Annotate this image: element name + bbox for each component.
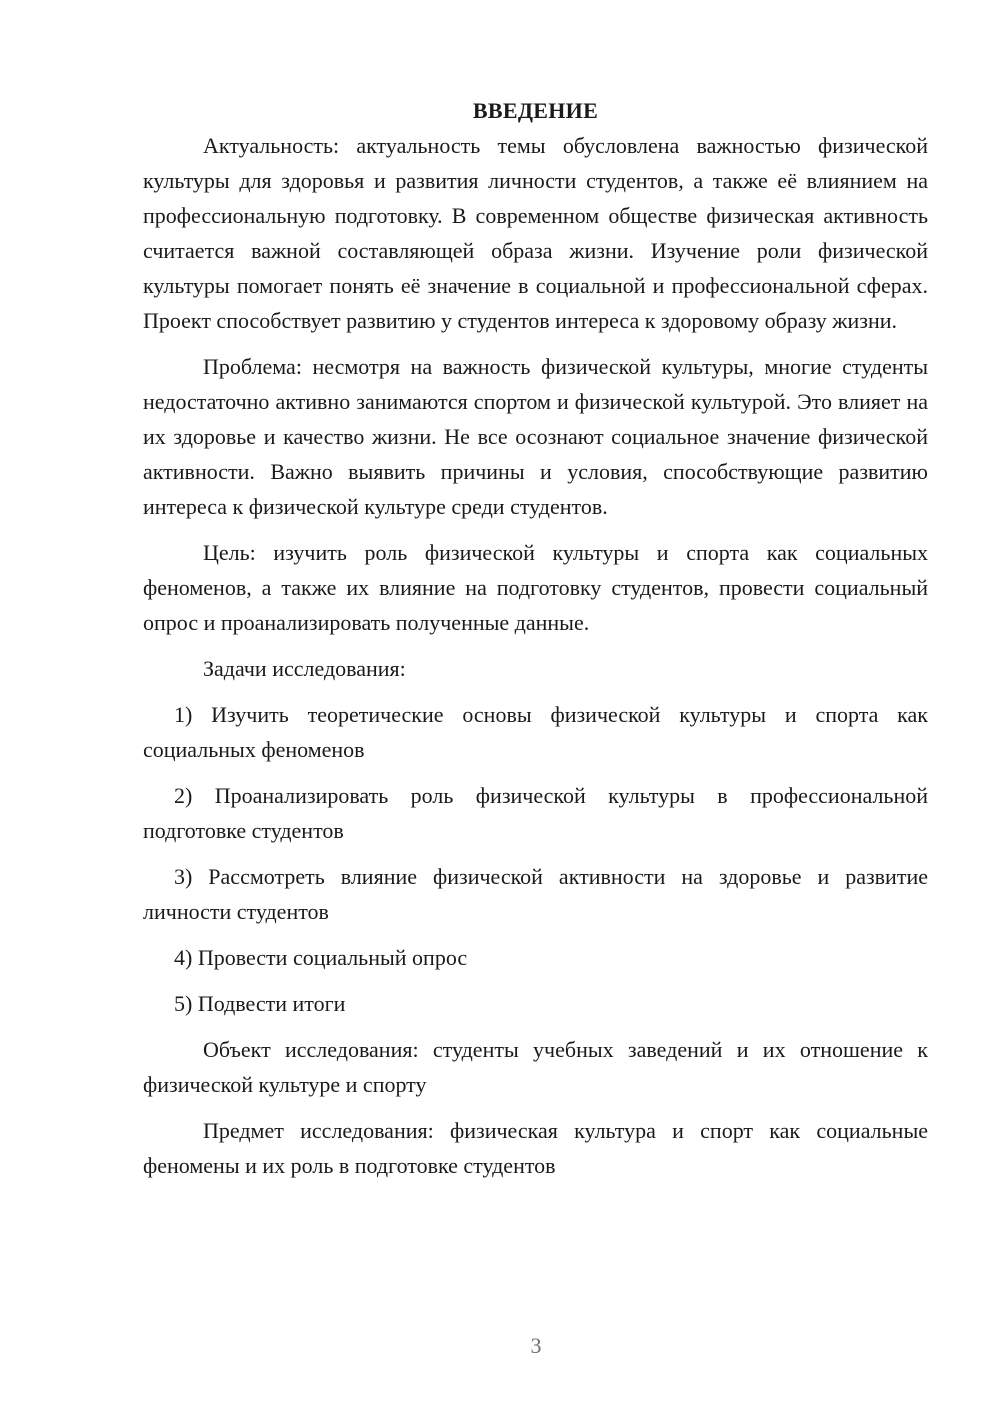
task-item: 5) Подвести итоги [174, 991, 346, 1016]
task-item: 2) Проанализировать роль физической культуры в профессиональной подготовке студентов [143, 783, 928, 843]
paragraph-subject: Предмет исследования: физическая культура и спорт как социальные феномены и их роль в подготовке студентов [143, 1118, 928, 1178]
page-number: 3 [530, 1333, 542, 1358]
paragraph-relevance: Актуальность: актуальность темы обусловлена важностью физической культуры для здоровья и развития личности студентов, а также её влиянием на профессиональную подготовку. В современном обществе физическая активность считается важной составляющей образа жизни. Изучение роли физической культуры помогает понять её значение в социальной и профессиональной сферах. Проект способствует развитию у студентов интереса к здоровому образу жизни. [143, 133, 928, 333]
task-item: 1) Изучить теоретические основы физической культуры и спорта как социальных феноменов [143, 702, 928, 762]
task-item: 4) Провести социальный опрос [174, 945, 468, 970]
tasks-heading: Задачи исследования: [203, 656, 406, 681]
paragraph-problem: Проблема: несмотря на важность физической культуры, многие студенты недостаточно активно занимаются спортом и физической культурой. Это влияет на их здоровье и качество жизни. Не все осознают социальное значение физической активности. Важно выявить причины и условия, способствующие развитию интереса к физической культуре среди студентов. [143, 354, 928, 519]
paragraph-goal: Цель: изучить роль физической культуры и спорта как социальных феноменов, а также их влияние на подготовку студентов, провести социальный опрос и проанализировать полученные данные. [143, 540, 928, 635]
section-title: ВВЕДЕНИЕ [472, 98, 599, 123]
document-page [143, 96, 928, 1194]
task-item: 3) Рассмотреть влияние физической активности на здоровье и развитие личности студентов [143, 864, 928, 924]
paragraph-object: Объект исследования: студенты учебных заведений и их отношение к физической культуре и спорту [143, 1037, 928, 1097]
